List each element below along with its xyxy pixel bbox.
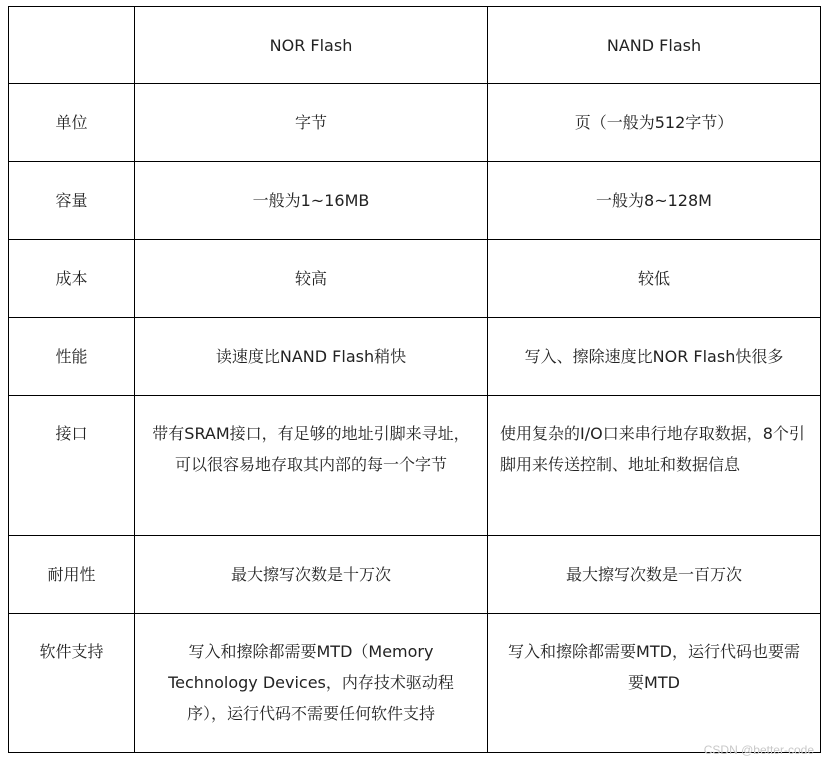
row-label: 性能: [9, 318, 135, 396]
comparison-table: [8, 6, 821, 753]
header-cell-empty: [9, 7, 135, 84]
header-cell-nand-flash: NAND Flash: [488, 7, 821, 84]
row-label: 软件支持: [9, 614, 135, 753]
table-header-row: [9, 7, 821, 84]
row-label: 耐用性: [9, 536, 135, 614]
nor-cell: 一般为1~16MB: [135, 162, 488, 240]
nand-cell: 使用复杂的I/O口来串行地存取数据，8个引脚用来传送控制、地址和数据信息: [488, 396, 821, 536]
watermark: CSDN @better-code: [703, 743, 814, 757]
table-row: [9, 396, 821, 536]
nand-cell: 一般为8~128M: [488, 162, 821, 240]
table-row: [9, 536, 821, 614]
row-label: 容量: [9, 162, 135, 240]
nor-cell: 较高: [135, 240, 488, 318]
row-label: 单位: [9, 84, 135, 162]
row-label: 成本: [9, 240, 135, 318]
nand-cell: 页（一般为512字节）: [488, 84, 821, 162]
table-row: [9, 240, 821, 318]
nand-cell: 较低: [488, 240, 821, 318]
nor-cell: 最大擦写次数是十万次: [135, 536, 488, 614]
nor-cell: 读速度比NAND Flash稍快: [135, 318, 488, 396]
nor-cell: 字节: [135, 84, 488, 162]
nand-cell: 写入和擦除都需要MTD，运行代码也要需要MTD: [488, 614, 821, 753]
nor-cell: 写入和擦除都需要MTD（Memory Technology Devices，内存技术驱动程序），运行代码不需要任何软件支持: [135, 614, 488, 753]
table-row: [9, 162, 821, 240]
nand-cell: 写入、擦除速度比NOR Flash快很多: [488, 318, 821, 396]
table-row: [9, 318, 821, 396]
nor-cell: 带有SRAM接口，有足够的地址引脚来寻址，可以很容易地存取其内部的每一个字节: [135, 396, 488, 536]
nand-cell: 最大擦写次数是一百万次: [488, 536, 821, 614]
table-row: [9, 614, 821, 753]
row-label: 接口: [9, 396, 135, 536]
table-row: [9, 84, 821, 162]
header-cell-nor-flash: NOR Flash: [135, 7, 488, 84]
